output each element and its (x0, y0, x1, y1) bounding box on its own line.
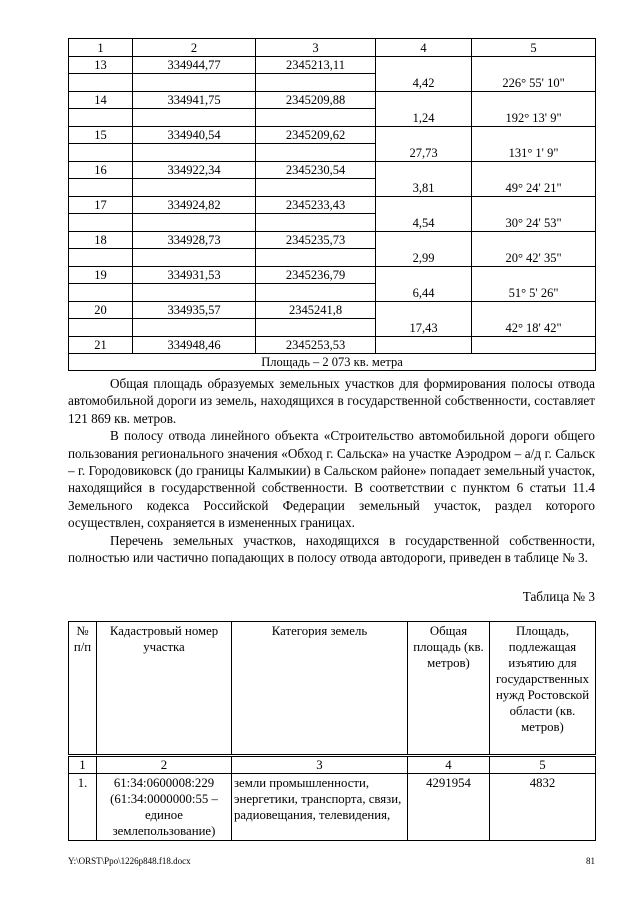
point-number: 18 (69, 231, 133, 249)
empty-cell (256, 74, 376, 92)
point-row (69, 161, 596, 179)
land-category: земли промышленности, энергетики, транспорта, связи, радиовещания, телевидения, (232, 774, 408, 841)
distance: 3,81 (376, 179, 472, 197)
x-coordinate: 334922,34 (133, 161, 256, 179)
point-row (69, 91, 596, 109)
coordinates-table-header-row (69, 39, 596, 57)
empty-cell (256, 179, 376, 197)
empty-cell (376, 196, 472, 214)
footer-file-path: Y:\ORST\Ppo\1226p848.f18.docx (68, 856, 191, 866)
total-area: 4291954 (408, 774, 490, 841)
point-row (69, 301, 596, 319)
bearing: 131° 1' 9" (472, 144, 596, 162)
bearing: 30° 24' 53" (472, 214, 596, 232)
land-plots-table (68, 621, 596, 841)
col-header: 5 (472, 39, 596, 57)
y-coordinate: 2345209,88 (256, 91, 376, 109)
empty-cell (256, 214, 376, 232)
paragraph: Перечень земельных участков, находящихся в государственной собственности, полностью или частично попадающих в полосу отвода автодороги, приведен в таблице № 3. (68, 532, 595, 566)
point-number: 19 (69, 266, 133, 284)
distance: 27,73 (376, 144, 472, 162)
point-number: 21 (69, 336, 133, 354)
col-header: 4 (376, 39, 472, 57)
segment-row (69, 179, 596, 197)
distance: 1,24 (376, 109, 472, 127)
empty-cell (376, 231, 472, 249)
segment-row (69, 249, 596, 267)
x-coordinate: 334941,75 (133, 91, 256, 109)
column-number: 1 (69, 756, 97, 774)
body-text (68, 375, 595, 566)
empty-cell (376, 336, 472, 354)
empty-cell (69, 144, 133, 162)
y-coordinate: 2345213,11 (256, 56, 376, 74)
empty-cell (376, 91, 472, 109)
empty-cell (69, 74, 133, 92)
land-plots-header-row (69, 622, 596, 756)
empty-cell (472, 336, 596, 354)
empty-cell (256, 144, 376, 162)
empty-cell (256, 284, 376, 302)
empty-cell (472, 301, 596, 319)
segment-row (69, 74, 596, 92)
col-header: 1 (69, 39, 133, 57)
point-number: 13 (69, 56, 133, 74)
empty-cell (133, 249, 256, 267)
bearing: 49° 24' 21" (472, 179, 596, 197)
seized-area: 4832 (490, 774, 596, 841)
segment-row (69, 144, 596, 162)
y-coordinate: 2345253,53 (256, 336, 376, 354)
coordinates-table (68, 38, 596, 371)
header-total-area: Общая площадь (кв. метров) (408, 622, 490, 756)
column-number: 5 (490, 756, 596, 774)
distance: 17,43 (376, 319, 472, 337)
bearing: 51° 5' 26" (472, 284, 596, 302)
bearing: 192° 13' 9" (472, 109, 596, 127)
cadastral-number: 61:34:0600008:229 (61:34:0000000:55 – единое землепользование) (97, 774, 232, 841)
empty-cell (69, 214, 133, 232)
empty-cell (256, 319, 376, 337)
header-cadastral: Кадастровый номер участка (97, 622, 232, 756)
row-number: 1. (69, 774, 97, 841)
empty-cell (472, 196, 596, 214)
empty-cell (133, 284, 256, 302)
empty-cell (472, 126, 596, 144)
empty-cell (376, 266, 472, 284)
header-seized-area: Площадь, подлежащая изъятию для государственных нужд Ростовской области (кв. метров) (490, 622, 596, 756)
area-row (69, 354, 596, 371)
distance: 4,54 (376, 214, 472, 232)
empty-cell (133, 319, 256, 337)
x-coordinate: 334928,73 (133, 231, 256, 249)
empty-cell (376, 161, 472, 179)
column-numbers-row (69, 756, 596, 774)
y-coordinate: 2345241,8 (256, 301, 376, 319)
x-coordinate: 334944,77 (133, 56, 256, 74)
empty-cell (256, 109, 376, 127)
empty-cell (472, 231, 596, 249)
y-coordinate: 2345233,43 (256, 196, 376, 214)
paragraph: В полосу отвода линейного объекта «Строительство автомобильной дороги общего пользования регионального значения «Обход г. Сальска» на участке Аэродром – а/д г. Сальск – г. Городовиковск (до границы Калмыкии) в Сальском районе» попадает земельный участок, находящийся в государственной собственности. В соответствии с пунктом 6 статьи 11.4 Земельного кодекса Российской Федерации земельный участок, раздел которого осуществлен, сохраняется в измененных границах. (68, 428, 595, 531)
empty-cell (376, 126, 472, 144)
distance: 2,99 (376, 249, 472, 267)
distance: 6,44 (376, 284, 472, 302)
empty-cell (69, 319, 133, 337)
empty-cell (472, 161, 596, 179)
empty-cell (133, 214, 256, 232)
x-coordinate: 334931,53 (133, 266, 256, 284)
column-number: 2 (97, 756, 232, 774)
empty-cell (69, 249, 133, 267)
empty-cell (133, 109, 256, 127)
area-total: Площадь – 2 073 кв. метра (69, 354, 596, 371)
header-category: Категория земель (232, 622, 408, 756)
empty-cell (256, 249, 376, 267)
empty-cell (472, 56, 596, 74)
x-coordinate: 334935,57 (133, 301, 256, 319)
table-caption: Таблица № 3 (522, 589, 595, 604)
y-coordinate: 2345236,79 (256, 266, 376, 284)
empty-cell (69, 284, 133, 302)
point-row (69, 231, 596, 249)
empty-cell (376, 56, 472, 74)
point-number: 20 (69, 301, 133, 319)
point-row (69, 126, 596, 144)
segment-row (69, 214, 596, 232)
segment-row (69, 284, 596, 302)
point-number: 16 (69, 161, 133, 179)
y-coordinate: 2345235,73 (256, 231, 376, 249)
empty-cell (133, 74, 256, 92)
page-number: 81 (586, 856, 595, 866)
column-number: 4 (408, 756, 490, 774)
x-coordinate: 334924,82 (133, 196, 256, 214)
point-row (69, 336, 596, 354)
distance: 4,42 (376, 74, 472, 92)
col-header: 3 (256, 39, 376, 57)
point-row (69, 266, 596, 284)
point-row (69, 56, 596, 74)
header-number: № п/п (69, 622, 97, 756)
bearing: 20° 42' 35" (472, 249, 596, 267)
paragraph: Общая площадь образуемых земельных участков для формирования полосы отвода автомобильной дороги из земель, находящихся в государственной собственности, составляет 121 869 кв. метров. (68, 376, 595, 426)
point-number: 14 (69, 91, 133, 109)
bearing: 42° 18' 42" (472, 319, 596, 337)
x-coordinate: 334948,46 (133, 336, 256, 354)
point-row (69, 196, 596, 214)
y-coordinate: 2345209,62 (256, 126, 376, 144)
segment-row (69, 319, 596, 337)
col-header: 2 (133, 39, 256, 57)
empty-cell (133, 179, 256, 197)
empty-cell (69, 179, 133, 197)
column-number: 3 (232, 756, 408, 774)
x-coordinate: 334940,54 (133, 126, 256, 144)
segment-row (69, 109, 596, 127)
empty-cell (472, 266, 596, 284)
empty-cell (69, 109, 133, 127)
bearing: 226° 55' 10" (472, 74, 596, 92)
y-coordinate: 2345230,54 (256, 161, 376, 179)
empty-cell (472, 91, 596, 109)
empty-cell (133, 144, 256, 162)
point-number: 17 (69, 196, 133, 214)
table-row (69, 774, 596, 841)
point-number: 15 (69, 126, 133, 144)
empty-cell (376, 301, 472, 319)
